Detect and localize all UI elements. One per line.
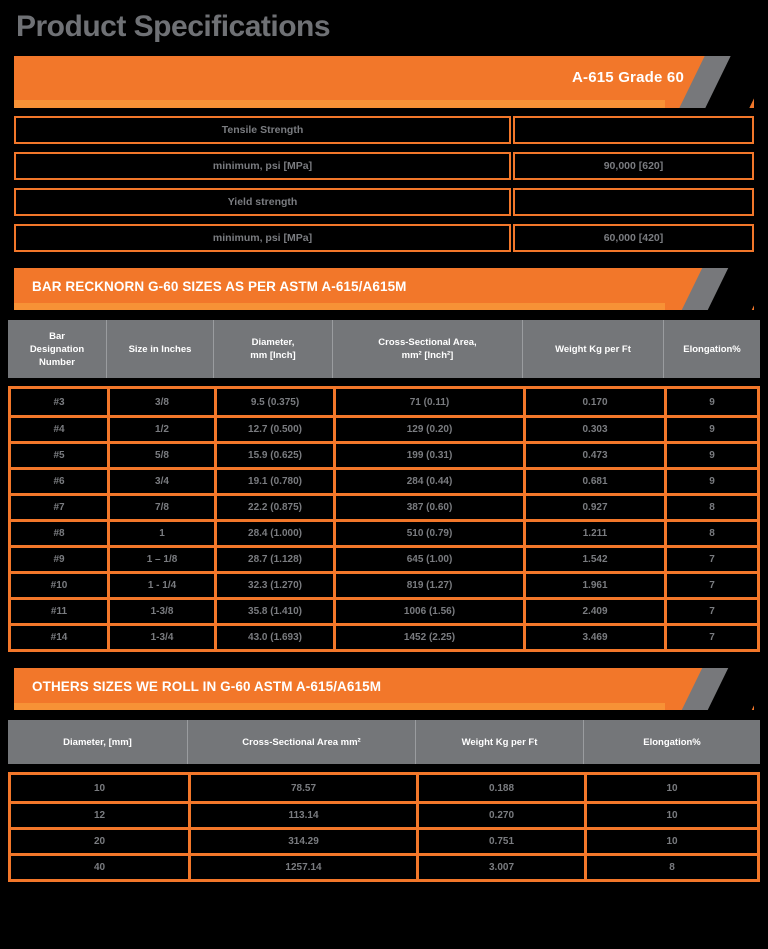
column-header-elongation (664, 320, 760, 378)
cell-bar-designation: #3 (11, 389, 110, 415)
table-row (11, 623, 757, 649)
cell-size-in-inches: 3/4 (110, 470, 217, 493)
cell-elongation-percent: 10 (587, 830, 757, 853)
cell-diameter: 12.7 (0.500) (217, 418, 336, 441)
column-header-elongation-percent: Elongation% (643, 736, 701, 748)
cell-cross-sectional-area: 113.14 (191, 804, 419, 827)
cell-weight: 0.170 (526, 389, 667, 415)
cell-diameter-mm: 12 (11, 804, 191, 827)
spec-label: Yield strength (14, 188, 511, 216)
grade-label: A-615 Grade 60 (571, 69, 684, 86)
table-row (11, 467, 757, 493)
cell-weight: 0.927 (526, 496, 667, 519)
cell-size-in-inches: 1-3/4 (110, 626, 217, 649)
column-header-cross-sectional-area-mm2: Cross-Sectional Area mm² (188, 720, 416, 764)
cell-size-in-inches: 7/8 (110, 496, 217, 519)
cell-bar-designation: #8 (11, 522, 110, 545)
cell-weight-kg-per-ft: 0.270 (419, 804, 587, 827)
spec-value: 60,000 [420] (513, 224, 754, 252)
spec-label: minimum, psi [MPa] (14, 152, 511, 180)
cell-weight: 3.469 (526, 626, 667, 649)
cell-elongation: 8 (667, 496, 757, 519)
table-row (11, 775, 757, 801)
cell-elongation: 7 (667, 626, 757, 649)
cell-weight-kg-per-ft: 3.007 (419, 856, 587, 879)
cell-bar-designation: #10 (11, 574, 110, 597)
spec-label: minimum, psi [MPa] (14, 224, 511, 252)
spec-value: 90,000 [620] (513, 152, 754, 180)
others-table-body (8, 772, 760, 882)
cell-bar-designation: #14 (11, 626, 110, 649)
spec-label: Tensile Strength (14, 116, 511, 144)
cell-bar-designation: #9 (11, 548, 110, 571)
cell-cross-sectional-area: 314.29 (191, 830, 419, 853)
cell-elongation: 9 (667, 418, 757, 441)
table-row (11, 571, 757, 597)
page-title: Product Specifications (16, 10, 331, 43)
table-row (11, 801, 757, 827)
cell-diameter: 9.5 (0.375) (217, 389, 336, 415)
cell-weight: 0.303 (526, 418, 667, 441)
spec-value (513, 188, 754, 216)
others-section-banner (14, 668, 754, 710)
cell-cross-sectional-area: 1257.14 (191, 856, 419, 879)
header-line: Elongation% (683, 343, 741, 355)
cell-cross-sectional-area: 510 (0.79) (336, 522, 526, 545)
spec-row (14, 116, 754, 144)
spec-row (14, 188, 754, 216)
spec-row (14, 152, 754, 180)
bar-table-body (8, 386, 760, 652)
table-row (11, 827, 757, 853)
spec-row (14, 224, 754, 252)
banner-underline (14, 303, 665, 310)
cell-diameter: 35.8 (1.410) (217, 600, 336, 623)
header-line: Bar (49, 330, 65, 342)
cell-elongation: 7 (667, 548, 757, 571)
column-header-diameter (214, 320, 333, 378)
column-header-diameter-mm: Diameter, [mm] (8, 720, 188, 764)
cell-elongation: 7 (667, 574, 757, 597)
table-row (11, 441, 757, 467)
cell-bar-designation: #5 (11, 444, 110, 467)
cell-weight: 0.681 (526, 470, 667, 493)
cell-diameter: 22.2 (0.875) (217, 496, 336, 519)
cell-cross-sectional-area: 284 (0.44) (336, 470, 526, 493)
cell-bar-designation: #11 (11, 600, 110, 623)
cell-elongation-percent: 8 (587, 856, 757, 879)
column-header-cross-sectional-area (333, 320, 523, 378)
table-row (11, 493, 757, 519)
cell-cross-sectional-area: 819 (1.27) (336, 574, 526, 597)
header-line: Number (39, 356, 75, 368)
header-line: mm [Inch] (250, 350, 296, 361)
cell-diameter: 19.1 (0.780) (217, 470, 336, 493)
column-header-bar-designation (8, 320, 107, 378)
cell-diameter: 15.9 (0.625) (217, 444, 336, 467)
bar-section-banner (14, 268, 754, 310)
grade-banner (14, 56, 754, 108)
header-line: Cross-Sectional Area, (378, 337, 477, 348)
table-row (11, 389, 757, 415)
column-header-size-in-inches (107, 320, 214, 378)
cell-bar-designation: #4 (11, 418, 110, 441)
cell-size-in-inches: 1-3/8 (110, 600, 217, 623)
banner-underline (14, 703, 665, 710)
cell-diameter: 28.7 (1.128) (217, 548, 336, 571)
table-row (11, 853, 757, 879)
cell-elongation: 7 (667, 600, 757, 623)
cell-weight: 1.542 (526, 548, 667, 571)
cell-weight: 1.961 (526, 574, 667, 597)
cell-weight: 0.473 (526, 444, 667, 467)
cell-cross-sectional-area: 199 (0.31) (336, 444, 526, 467)
cell-size-in-inches: 1 (110, 522, 217, 545)
spec-value (513, 116, 754, 144)
header-line: Designation (29, 343, 85, 355)
bar-table-header (8, 320, 760, 378)
cell-size-in-inches: 1/2 (110, 418, 217, 441)
table-row (11, 545, 757, 571)
cell-cross-sectional-area: 645 (1.00) (336, 548, 526, 571)
cell-diameter-mm: 40 (11, 856, 191, 879)
cell-elongation: 9 (667, 444, 757, 467)
cell-diameter-mm: 10 (11, 775, 191, 801)
others-table-header (8, 720, 760, 764)
cell-diameter-mm: 20 (11, 830, 191, 853)
cell-bar-designation: #6 (11, 470, 110, 493)
table-row (11, 415, 757, 441)
cell-elongation: 9 (667, 389, 757, 415)
cell-cross-sectional-area: 1006 (1.56) (336, 600, 526, 623)
cell-weight: 2.409 (526, 600, 667, 623)
cell-diameter: 43.0 (1.693) (217, 626, 336, 649)
cell-elongation-percent: 10 (587, 804, 757, 827)
cell-cross-sectional-area: 129 (0.20) (336, 418, 526, 441)
cell-weight-kg-per-ft: 0.188 (419, 775, 587, 801)
header-line: Size in Inches (128, 343, 192, 355)
cell-cross-sectional-area: 387 (0.60) (336, 496, 526, 519)
cell-size-in-inches: 5/8 (110, 444, 217, 467)
cell-cross-sectional-area: 71 (0.11) (336, 389, 526, 415)
header-line: mm² [Inch²] (401, 350, 454, 361)
cell-bar-designation: #7 (11, 496, 110, 519)
column-header-weight-kg-per-ft: Weight Kg per Ft (416, 720, 584, 764)
banner-underline (14, 100, 665, 108)
cell-diameter: 32.3 (1.270) (217, 574, 336, 597)
cell-size-in-inches: 1 – 1/8 (110, 548, 217, 571)
cell-elongation: 8 (667, 522, 757, 545)
specification-list (14, 116, 754, 252)
cell-cross-sectional-area: 78.57 (191, 775, 419, 801)
cell-size-in-inches: 3/8 (110, 389, 217, 415)
cell-diameter: 28.4 (1.000) (217, 522, 336, 545)
others-section-title: OTHERS SIZES WE ROLL IN G-60 ASTM A-615/A615M (32, 679, 382, 694)
header-line: Weight Kg per Ft (555, 343, 631, 355)
table-row (11, 597, 757, 623)
table-row (11, 519, 757, 545)
cell-elongation: 9 (667, 470, 757, 493)
cell-weight-kg-per-ft: 0.751 (419, 830, 587, 853)
bar-section-title: BAR RECKNORN G-60 SIZES AS PER ASTM A-615/A615M (32, 279, 407, 294)
cell-weight: 1.211 (526, 522, 667, 545)
header-line: Diameter, (251, 337, 295, 348)
cell-elongation-percent: 10 (587, 775, 757, 801)
cell-cross-sectional-area: 1452 (2.25) (336, 626, 526, 649)
column-header-weight (523, 320, 664, 378)
cell-size-in-inches: 1 - 1/4 (110, 574, 217, 597)
